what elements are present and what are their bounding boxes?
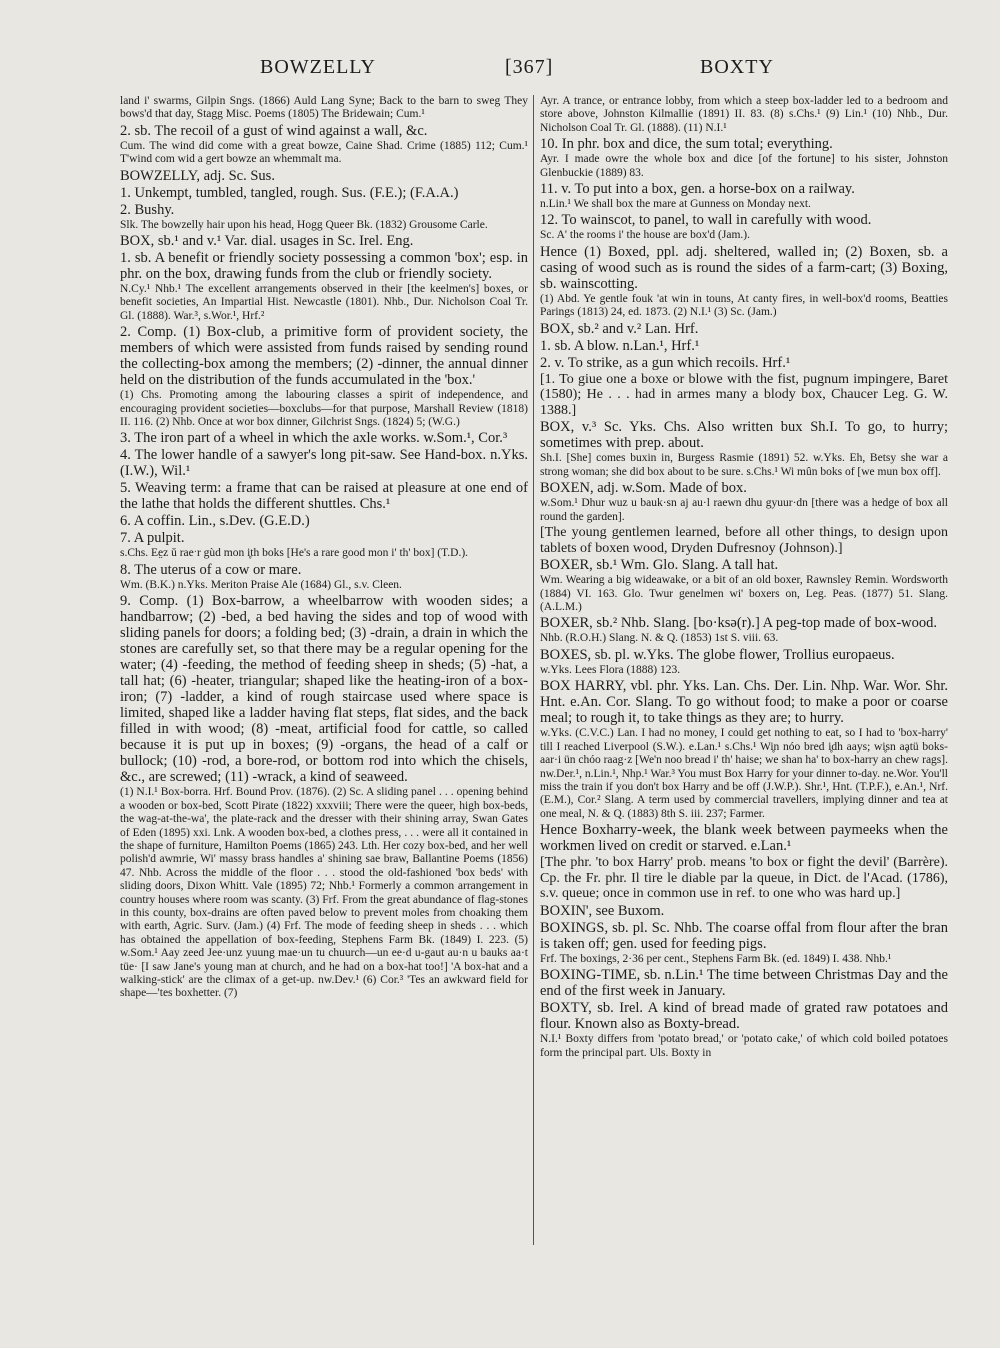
citation-paragraph: N.I.¹ Boxty differs from 'potato bread,' or 'potato cake,' of which cold boiled potatoes form the principal part. Uls. Boxty in (540, 1033, 948, 1059)
headword-right: BOXTY (700, 56, 774, 78)
column-rule (533, 95, 534, 1245)
citation-paragraph: w.Yks. Lees Flora (1888) 123. (540, 663, 681, 676)
definition-paragraph: 12. To wainscot, to panel, to wall in carefully with wood. (540, 212, 872, 229)
citation-paragraph: N.Cy.¹ Nhb.¹ The excellent arrangements observed in their [the keelmen's] boxes, or benefit societies, An Impartial Hist. Newcastle (1801). Nhb., Dur. Nicholson Coal Tr. Gl. (1888). War.³, s.Wor.¹, Hrf.² (120, 283, 528, 322)
citation-paragraph: Wm. Wearing a big wideawake, or a bit of an old boxer, Rawnsley Remin. Wordsworth (1884) VI. 163. Glo. Twur genelmen wi' boxers on, Leg. Peas. (1877) 51. Slang. (A.L.M.) (540, 574, 948, 614)
definition-paragraph: 11. v. To put into a box, gen. a horse-box on a railway. (540, 181, 855, 198)
definition-paragraph: BOXING-TIME, sb. n.Lin.¹ The time between Christmas Day and the end of the first week in January. (540, 967, 948, 1000)
definition-paragraph: BOXEN, adj. w.Som. Made of box. (540, 480, 747, 497)
definition-paragraph: BOXER, sb.² Nhb. Slang. [bo·ksə(r).] A peg-top made of box-wood. (540, 615, 938, 632)
definition-paragraph: BOX HARRY, vbl. phr. Yks. Lan. Chs. Der. Lin. Nhp. War. Wor. Shr. Hnt. e.An. Cor. Slang. To go without food; to make a poor or coarse meal; to rough it, to take things as they are; to hurry. (540, 678, 948, 727)
etymology-note: [The phr. 'to box Harry' prob. means 'to box or fight the devil' (Barrère). Cp. the Fr. phr. Il tire le diable par la queue, in Dict. de l'Acad. (1786), s.v. queue; once in common use in ref. to one who was hard up.] (540, 855, 948, 902)
citation-paragraph: Slk. The bowzelly hair upon his head, Hogg Queer Bk. (1832) Grousome Carle. (120, 218, 488, 231)
definition-paragraph: 10. In phr. box and dice, the sum total; everything. (540, 136, 833, 153)
left-column (120, 95, 528, 1245)
definition-paragraph: BOX, v.³ Sc. Yks. Chs. Also written bux Sh.I. To go, to hurry; sometimes with prep. about. (540, 419, 948, 452)
definition-paragraph: 2. Comp. (1) Box-club, a primitive form of provident society, the members of which were assisted from funds raised by sending round the collecting-box among the members; (2) -dinner, the annual dinner held on the distribution of the funds accumulated in the 'box.' (120, 324, 528, 389)
citation-paragraph: Sh.I. [She] comes buxin in, Burgess Rasmie (1891) 52. w.Yks. Eh, Betsy she war a strong woman; she did box about to be sure. s.Chs.¹ Wi mûn boks of [we mun box off]. (540, 452, 948, 478)
citation-paragraph: Frf. The boxings, 2·36 per cent., Stephens Farm Bk. (ed. 1849) I. 438. Nhb.¹ (540, 952, 892, 965)
definition-paragraph: Hence (1) Boxed, ppl. adj. sheltered, walled in; (2) Boxen, sb. a casing of wood such as is round the sides of a farm-cart; (3) Boxing, sb. wainscotting. (540, 243, 948, 292)
definition-paragraph: 2. Bushy. (120, 201, 175, 218)
citation-paragraph: (1) N.I.¹ Box-borra. Hrf. Bound Prov. (1876). (2) Sc. A sliding panel . . . opening behind a wooden or box-bed, Scott Pirate (1822) xxxviii; There were the queer, high box-beds, the wag-at-the-wa', the plate-rack and the dresser with their shining array, Swan Gates of Eden (1895) xxi. Lnk. A wooden box-bed, a clothes press, . . . were all it contained in the shape of furniture, Hamilton Poems (1865) 243. Lth. Her cozy box-bed, and her well polish'd awmrie, Wi' massy brass handles a' shining sae braw, Ballantine Poems (1856) 47. Nhb. Across the middle of the floor . . . stood the old-fashioned 'box beds' with sliding doors, Dixon Whitt. Vale (1895) 72; Nhb.¹ Formerly a common arrangement in country houses where room was scanty. (3) Frf. From the great abundance of flag-stones in this county, box-drains are often paved below to prevent moles from choaking them with earth, Agric. Surv. (Jam.) (4) Frf. The mode of feeding sheep in sheds . . . which has obtained the appellation of box-feeding, Stephens Farm Bk. (1849) I. 223. (5) w.Som.¹ Aay zeed Jee·unz yuung mae·un tu chuurch—un ee·d u-gaut au·n u bauks aa·t tüe· [I saw Jane's young man at church, and he had on a box-hat too!] 'A box-hat and a walking-stick' are the climax of a get-up. nw.Dev.¹ (6) Cor.³ 'Tes an awkward field for shape—'tes boxhetter. (7) (120, 786, 528, 1000)
definition-paragraph: BOWZELLY, adj. Sc. Sus. (120, 167, 275, 184)
citation-paragraph: s.Chs. Ee̤z ŭ raeˑr gùd mon i̥th boks [He's a rare good mon i' th' box] (T.D.). (120, 547, 469, 560)
citation-paragraph: n.Lin.¹ We shall box the mare at Gunness on Monday next. (540, 198, 811, 211)
running-head (0, 56, 1000, 80)
definition-paragraph: BOX, sb.² and v.² Lan. Hrf. (540, 320, 699, 337)
definition-paragraph: 2. sb. The recoil of a gust of wind against a wall, &c. (120, 122, 428, 139)
definition-paragraph: BOXTY, sb. Irel. A kind of bread made of grated raw potatoes and flour. Known also as Boxty-bread. (540, 1000, 948, 1033)
citation-paragraph: w.Som.¹ Dhur wuz u bauk·sn aj au·l raewn dhu gyuur·dn [there was a hedge of box all round the garden]. (540, 497, 948, 523)
headword-left: BOWZELLY (260, 56, 376, 78)
definition-paragraph: 9. Comp. (1) Box-barrow, a wheelbarrow with wooden sides; a handbarrow; (2) -bed, a bed having the sides and top of wood with sliding panels for doors; a folding bed; (3) -drain, a drain in which the stones are carefully set, so that there may be a regular opening for the water; (4) -feeding, the method of feeding sheep in sheds; (5) -hat, a tall hat; (6) -heater, triangular; shaped like the heating-iron of a box-iron; (7) -ladder, a kind of rough staircase used where space is limited, shaped like a ladder having flat steps, flat sides, and the back filled in with wood; (8) -meat, artificial food for cattle, so called because it is put up in boxes; (9) -organs, the head of a calf or bullock; (10) -rod, a bore-rod, or bottom rod into which the chisels, &c., are screwed; (11) -wrack, a kind of seaweed. (120, 593, 528, 786)
definition-paragraph: 3. The iron part of a wheel in which the axle works. w.Som.¹, Cor.³ (120, 430, 508, 447)
definition-paragraph: BOXER, sb.¹ Wm. Glo. Slang. A tall hat. (540, 557, 779, 574)
definition-paragraph: 6. A coffin. Lin., s.Dev. (G.E.D.) (120, 513, 310, 530)
definition-paragraph: BOXES, sb. pl. w.Yks. The globe flower, Trollius europaeus. (540, 646, 895, 663)
definition-paragraph: Hence Boxharry-week, the blank week between paymeeks when the workmen lived on credit or starved. e.Lan.¹ (540, 822, 948, 855)
definition-paragraph: BOXIN', see Buxom. (540, 902, 665, 919)
definition-paragraph: 1. Unkempt, tumbled, tangled, rough. Sus. (F.E.); (F.A.A.) (120, 184, 459, 201)
right-column (540, 95, 948, 1255)
etymology-note: [The young gentlemen learned, before all other things, to design upon tablets of boxen wood, Dryden Dufresnoy (Johnson).] (540, 525, 948, 556)
definition-paragraph: 7. A pulpit. (120, 530, 185, 547)
citation-paragraph: (1) Abd. Ye gentle fouk 'at win in touns, At canty fires, in well-box'd rooms, Beatties Parings (1813) 24, ed. 1873. (2) N.I.¹ (3) Sc. (Jam.) (540, 292, 948, 319)
citation-paragraph: Wm. (B.K.) n.Yks. Meriton Praise Ale (1684) Gl., s.v. Cleen. (120, 578, 402, 591)
definition-paragraph: 2. v. To strike, as a gun which recoils. Hrf.¹ (540, 354, 791, 371)
citation-paragraph: Cum. The wind did come with a great bowze, Caine Shad. Crime (1885) 112; Cum.¹ T'wind com wid a gert bowze an whemmalt ma. (120, 139, 528, 166)
citation-paragraph: w.Yks. (C.V.C.) Lan. I had no money, I could get nothing to eat, so I had to 'box-harry' till I reached Liverpool (S.W.). e.Lan.¹ s.Chs.¹ Wi̥n nóo bred i̥dh aays; wi̥sn aḁtü boks-aar·i ün chóo raag·z [We'n noo bread i' th' haise; we shan ha' to box-harry an chew rags]. nw.Der.¹, n.Lin.¹, Nhp.¹ War.³ You must Box Harry for your dinner to-day. ne.Wor. You'll miss the train if you don't box Harry and be off (J.W.P.). Shr.¹, Hnt. (T.P.F.), e.An.¹, Nrf. (E.M.), Cor.² Slang. A term used by commercial travellers, implying dinner and tea at one meal, N. & Q. (1883) 8th S. iii. 237; Farmer. (540, 727, 948, 820)
citation-paragraph: (1) Chs. Promoting among the labouring classes a spirit of independence, and encouraging provident societies—boxclubs—for that purpose, Marshall Review (1818) II. 116. (2) Nhb. Once at wor box dinner, Gilchrist Sngs. (1824) 5; (W.G.) (120, 389, 528, 429)
etymology-note: [1. To giue one a boxe or blowe with the fist, pugnum impingere, Baret (1580); He . . . had in armes many a blody box, Chaucer Leg. G. W. 1388.] (540, 371, 948, 418)
citation-paragraph: Ayr. I made owre the whole box and dice [of the fortune] to his sister, Johnston Glenbuckie (1889) 83. (540, 153, 948, 179)
citation-paragraph: land i' swarms, Gilpin Sngs. (1866) Auld Lang Syne; Back to the barn to sweg They bows'd that day, Stagg Misc. Poems (1805) The Bridewain; Cum.¹ (120, 95, 528, 121)
citation-paragraph: Nhb. (R.O.H.) Slang. N. & Q. (1853) 1st S. viii. 63. (540, 632, 779, 645)
citation-paragraph: Sc. A' the rooms i' the house are box'd (Jam.). (540, 229, 750, 242)
definition-paragraph: 4. The lower handle of a sawyer's long pit-saw. See Hand-box. n.Yks. (I.W.), Wil.¹ (120, 447, 528, 480)
page-number: [367] (505, 56, 554, 78)
definition-paragraph: 8. The uterus of a cow or mare. (120, 561, 302, 578)
definition-paragraph: BOX, sb.¹ and v.¹ Var. dial. usages in Sc. Irel. Eng. (120, 233, 414, 250)
definition-paragraph: BOXINGS, sb. pl. Sc. Nhb. The coarse offal from flour after the bran is taken off; gen. used for feeding pigs. (540, 919, 948, 952)
definition-paragraph: 5. Weaving term: a frame that can be raised at pleasure at one end of the lathe that holds the different shuttles. Chs.¹ (120, 480, 528, 513)
definition-paragraph: 1. sb. A benefit or friendly society possessing a common 'box'; esp. in phr. on the box, drawing funds from the club or friendly society. (120, 250, 528, 283)
definition-paragraph: 1. sb. A blow. n.Lan.¹, Hrf.¹ (540, 337, 700, 354)
citation-paragraph: Ayr. A trance, or entrance lobby, from which a steep box-ladder led to a bedroom and store above, Johnston Kilmallie (1891) II. 83. (8) s.Chs.¹ (9) Lin.¹ (10) Nhb., Dur. Nicholson Coal Tr. Gl. (1888). (11) N.I.¹ (540, 95, 948, 134)
